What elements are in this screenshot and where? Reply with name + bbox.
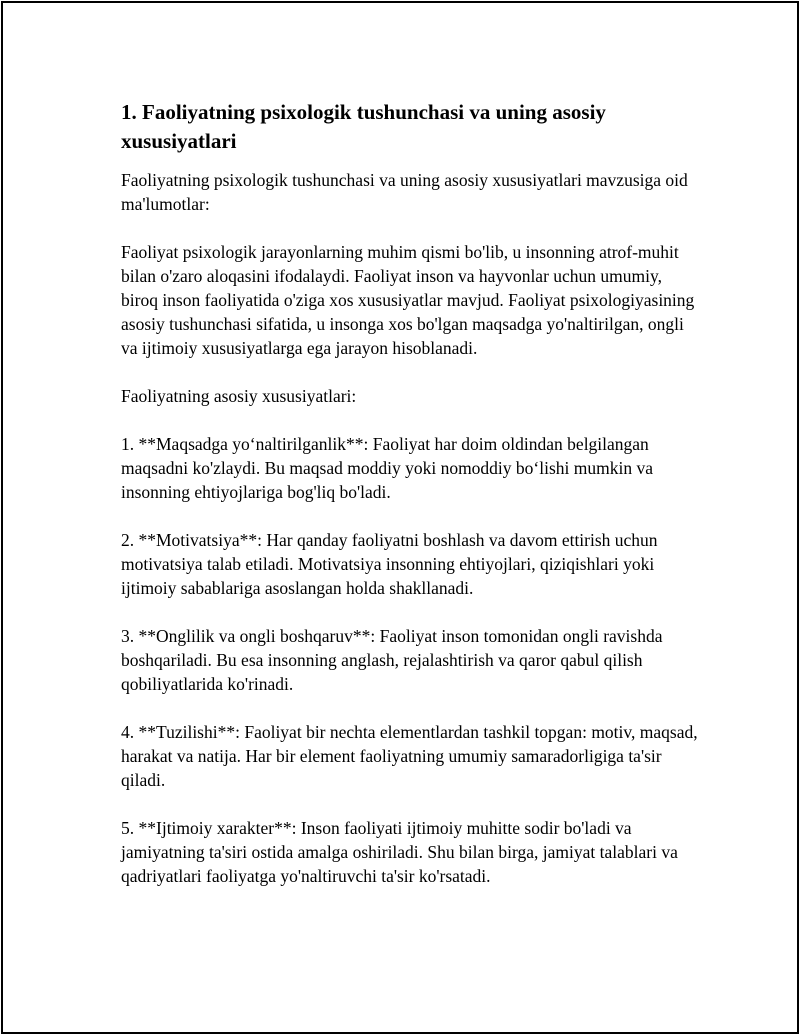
feature-item-structure: 4. **Tuzilishi**: Faoliyat bir nechta elementlardan tashkil topgan: motiv, maqsad, harakat va natija. Har bir element faoliyatning umumiy samaradorligiga ta'sir qiladi. [121, 722, 698, 790]
feature-item-purposefulness: 1. **Maqsadga yo‘naltirilganlik**: Faoliyat har doim oldindan belgilangan maqsadni ko'zlaydi. Bu maqsad moddiy yoki nomoddiy bo‘lishi mumkin va insonning ehtiyojlariga bog'liq bo'ladi. [121, 434, 653, 502]
feature-item-social-character: 5. **Ijtimoiy xarakter**: Inson faoliyati ijtimoiy muhitte sodir bo'ladi va jamiyatning ta'siri ostida amalga oshiriladi. Shu bilan birga, jamiyat talablari va qadriyatlari faoliyatga yo'naltiruvchi ta'sir ko'rsatadi. [121, 818, 678, 886]
document-body [121, 98, 701, 912]
feature-item-consciousness: 3. **Onglilik va ongli boshqaruv**: Faoliyat inson tomonidan ongli ravishda boshqariladi. Bu esa insonning anglash, rejalashtirish va qaror qabul qilish qobiliyatlarida ko'rinadi. [121, 626, 663, 694]
document-page [1, 1, 799, 1034]
feature-item-motivation: 2. **Motivatsiya**: Har qanday faoliyatni boshlash va davom ettirish uchun motivatsiya talab etiladi. Motivatsiya insonning ehtiyojlari, qiziqishlari yoki ijtimoiy sabablariga asoslangan holda shakllanadi. [121, 530, 658, 598]
features-heading-paragraph: Faoliyatning asosiy xususiyatlari: [121, 386, 357, 406]
definition-paragraph: Faoliyat psixologik jarayonlarning muhim qismi bo'lib, u insonning atrof-muhit bilan o'zaro aloqasini ifodalaydi. Faoliyat inson va hayvonlar uchun umumiy, biroq inson faoliyatida o'ziga xos xususiyatlar mavjud. Faoliyat psixologiyasining asosiy tushunchasi sifatida, u insonga xos bo'lgan maqsadga yo'naltirilgan, ongli va ijtimoiy xususiyatlarga ega jarayon hisoblanadi. [121, 242, 695, 358]
document-title: 1. Faoliyatning psixologik tushunchasi va uning asosiy xususiyatlari [121, 100, 606, 153]
intro-paragraph: Faoliyatning psixologik tushunchasi va uning asosiy xususiyatlari mavzusiga oid ma'lumotlar: [121, 170, 688, 214]
